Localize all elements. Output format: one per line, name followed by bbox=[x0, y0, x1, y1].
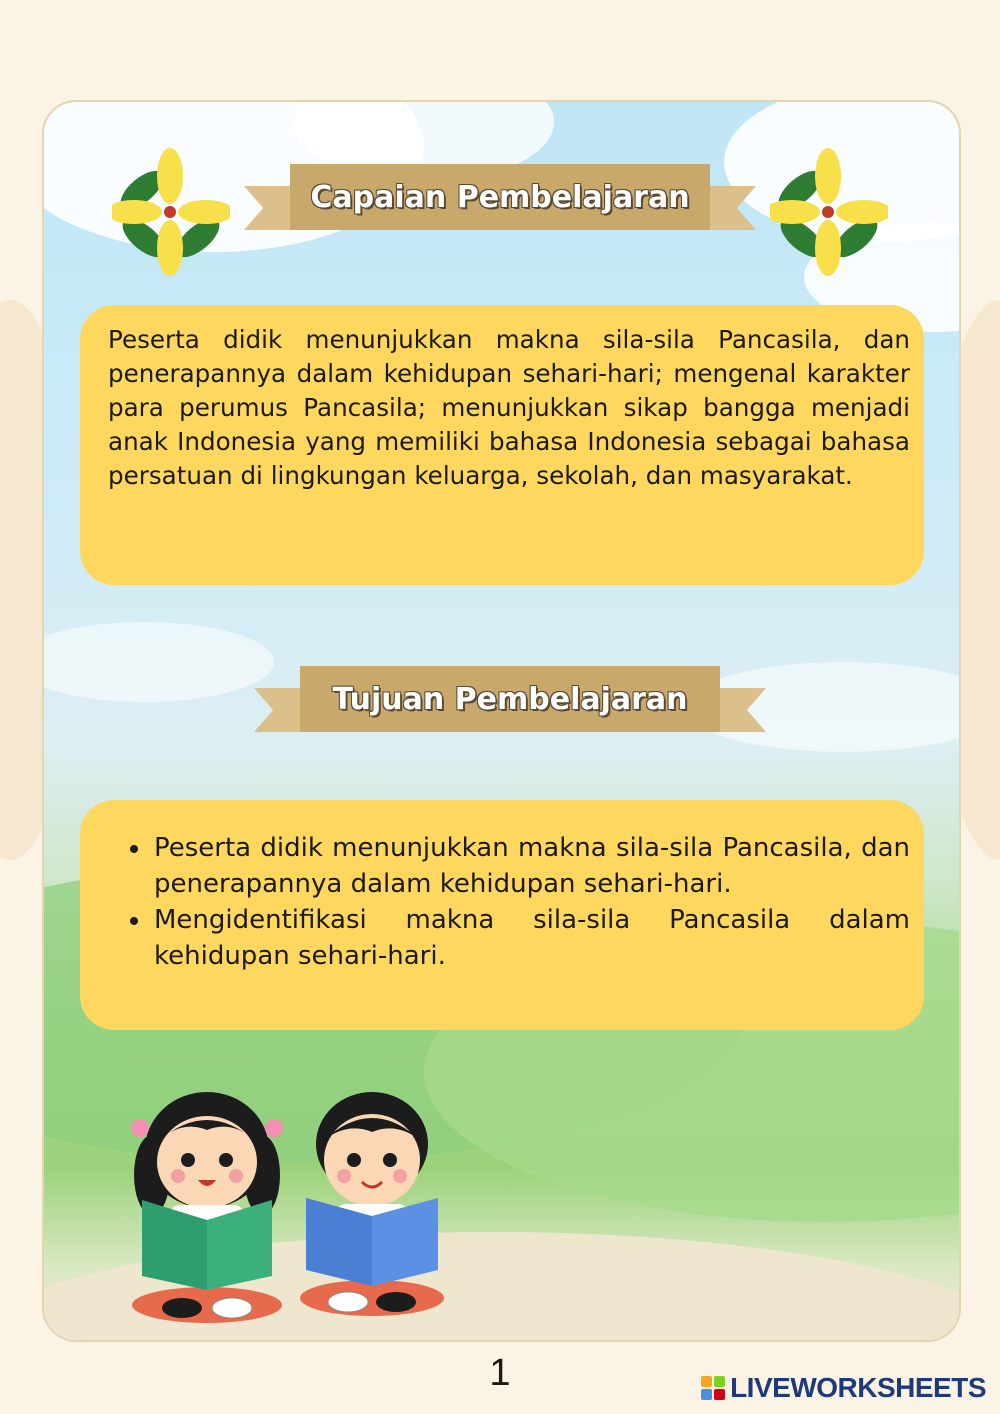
list-item: • Peserta didik menunjukkan makna sila-sila Pancasila, dan penerapannya dalam kehidupan sehari-hari. bbox=[152, 830, 910, 902]
flower-icon bbox=[112, 148, 230, 276]
list-item: • Mengidentifikasi makna sila-sila Pancasila dalam kehidupan sehari-hari. bbox=[152, 902, 910, 974]
flower-icon bbox=[770, 148, 888, 276]
capaian-text: Peserta didik menunjukkan makna sila-sila Pancasila, dan penerapannya dalam kehidupan sehari-hari; mengenal karakter para perumus Pancasila; menunjukkan sikap bangga menjadi anak Indonesia yang memiliki bahasa Indonesia sebagai bahasa persatuan di lingkungan keluarga, sekolah, dan masyarakat. bbox=[108, 325, 910, 490]
cloud bbox=[42, 622, 274, 702]
brand-text: LIVEWORKSHEETS bbox=[730, 1372, 986, 1403]
banner-capaian bbox=[244, 164, 756, 256]
girl-reading-illustration bbox=[122, 1080, 292, 1330]
page-number: 1 bbox=[489, 1352, 511, 1394]
tujuan-card bbox=[80, 800, 924, 1030]
boy-reading-illustration bbox=[292, 1076, 452, 1322]
banner-title: Capaian Pembelajaran bbox=[290, 164, 710, 230]
liveworksheets-brand[interactable] bbox=[701, 1372, 986, 1404]
capaian-card bbox=[80, 305, 924, 585]
liveworksheets-logo-icon bbox=[701, 1376, 725, 1400]
banner-title: Tujuan Pembelajaran bbox=[300, 666, 720, 732]
banner-tujuan bbox=[254, 666, 766, 758]
tujuan-list bbox=[120, 830, 910, 974]
